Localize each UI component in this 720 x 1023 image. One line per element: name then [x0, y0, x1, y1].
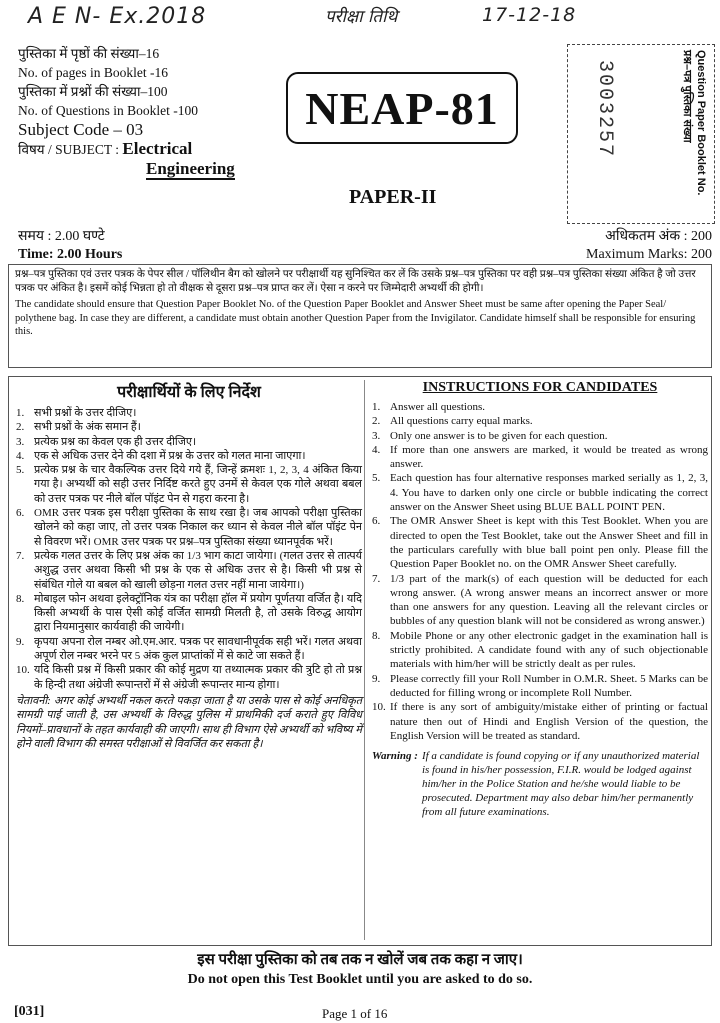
marks-hindi: अधिकतम अंक : 200: [605, 229, 712, 244]
hindi-instruction-item-number: 10.: [16, 664, 30, 677]
hindi-instruction-item-text: सभी प्रश्नों के उत्तर दीजिए।: [34, 407, 137, 419]
hindi-instruction-item: [16, 549, 362, 592]
page-number: Page 1 of 16: [322, 1006, 388, 1021]
hindi-instruction-item-text: यदि किसी प्रश्न में किसी प्रकार की कोई मुद्रण या तथ्यात्मक प्रकार की त्रुटि हो तो प्रश्न के हिन्दी तथा अंग्रेजी रूपान्तरों में से अंग्रेजी रूपान्तर मान्य होगा।: [34, 664, 362, 691]
english-instruction-item-number: 3.: [372, 429, 381, 442]
hindi-instruction-item-text: प्रत्येक गलत उत्तर के लिए प्रश्न अंक का 1/3 भाग काटा जायेगा। (गलत उत्तर से तात्पर्य अशुद्ध उत्तर अथवा किसी भी प्रश्न के एक से अधिक उत्तर से है। किसी भी प्रश्न से संबंधित गोले या बबल को खाली छोड़ना गलत उत्तर नहीं माना जायेगा।): [34, 549, 362, 591]
hindi-instruction-item-number: 4.: [16, 449, 25, 462]
marks-info: [586, 228, 712, 264]
hindi-warning: चेतावनी: अगर कोई अभ्यर्थी नकल करते पकड़ा जाता है या उसके पास से कोई अनधिकृत सामग्री पाई जाती है, उस अभ्यर्थी के विरुद्ध पुलिस में प्राथमिकी दर्ज कराते हुए विविध नियमों–प्रावधानों के तहत कार्यवाही की जाएगी। साथ ही विभाग ऐसे अभ्यर्थी को भविष्य में होने वाली विभाग की समस्त परीक्षाओं से विवर्जित कर सकता है।: [16, 694, 362, 750]
caution-box: [8, 264, 712, 368]
english-instruction-item: [372, 471, 708, 514]
subject-label: विषय / SUBJECT :: [18, 142, 120, 157]
time-info: [18, 228, 122, 264]
english-instruction-item-number: 6.: [372, 515, 381, 528]
hindi-instruction-item-number: 6.: [16, 507, 25, 520]
english-instruction-list: [372, 400, 708, 743]
english-warning-text: If a candidate is found copying or if any unauthorized material is found in his/her possession, F.I.R. would be lodged against him/her in the Police Station and he/she would liable to be prosecuted. Department may also debar him/her permanently from all future examinations.: [421, 750, 700, 819]
english-instruction-item-number: 2.: [372, 415, 381, 428]
hindi-instruction-item-text: प्रत्येक प्रश्न के चार वैकल्पिक उत्तर दिये गये हैं, जिन्हें क्रमशः 1, 2, 3, 4 अंकित किया गया है। अभ्यर्थी को सही उत्तर निर्दिष्ट करते हुए उनमें से केवल एक गोले अथवा बबल को उत्तर पत्रक पर नीले बॉल पॉइंट पेन से गहरा करना है।: [34, 464, 362, 505]
pages-english: No. of pages in Booklet -16: [18, 65, 168, 80]
hindi-instruction-item: [16, 449, 362, 463]
handwritten-date: 17-12-18: [482, 4, 577, 26]
english-instruction-item-text: All questions carry equal marks.: [390, 415, 533, 428]
pages-hindi: पुस्तिका में पृष्ठों की संख्या–16: [18, 46, 160, 61]
hindi-instruction-item-number: 9.: [16, 635, 25, 648]
handwritten-exam-name: A E N- Ex.2018: [28, 4, 207, 29]
english-instruction-item: [372, 443, 708, 472]
english-instruction-item-text: If more than one answers are marked, it would be treated as wrong answer.: [390, 443, 708, 471]
english-instruction-item-text: Please correctly fill your Roll Number in O.M.R. Sheet. 5 Marks can be deducted for filling wrong or incomplete Roll Number.: [390, 672, 708, 699]
english-instruction-item: [372, 700, 708, 743]
hindi-instruction-item: [16, 635, 362, 664]
english-instruction-item-text: Answer all questions.: [390, 401, 486, 413]
english-instructions-title: INSTRUCTIONS FOR CANDIDATES: [422, 380, 658, 395]
english-instruction-item-text: Mobile Phone or any other electronic gadget in the examination hall is strictly prohibited. A candidate found with any of such objectionable materials with him/her will be strictly dealt as per rules.: [390, 629, 708, 671]
caution-english: The candidate should ensure that Question Paper Booklet No. of the Question Paper Booklet and Answer Sheet must be same after opening the Paper Seal/ polythene bag. In case they are different, a candidate must obtain another Question Paper from the Invigilator. Candidate himself shall be responsible for ensuring this.: [15, 299, 696, 337]
hindi-instruction-item-number: 3.: [16, 435, 25, 448]
paper-label: PAPER-II: [349, 186, 437, 208]
questions-hindi: पुस्तिका में प्रश्नों की संख्या–100: [18, 84, 168, 99]
hindi-instructions: [16, 380, 362, 751]
booklet-number-label-hi: प्रश्न–पत्र पुस्तिका संख्या: [681, 50, 693, 143]
english-instruction-item-number: 8.: [372, 629, 381, 642]
hindi-instruction-item-text: प्रत्येक प्रश्न का केवल एक ही उत्तर दीजिए।: [34, 435, 197, 448]
hindi-instruction-item-text: कृपया अपना रोल नम्बर ओ.एम.आर. पत्रक पर सावधानीपूर्वक सही भरें। गलत अथवा अपूर्ण रोल नम्बर भरने पर 5 अंक कुल प्राप्तांकों में से काटे जा सकते हैं।: [34, 635, 362, 663]
english-instruction-item: [372, 514, 708, 571]
hindi-instruction-item: [16, 592, 362, 635]
english-instruction-item: [372, 414, 708, 428]
paper-code-title: NEAP-81: [286, 72, 518, 144]
hindi-instruction-item-number: 5.: [16, 464, 25, 477]
hindi-instruction-item-number: 2.: [16, 421, 25, 434]
page-code: [031]: [14, 1004, 45, 1019]
hindi-instruction-item-text: OMR उत्तर पत्रक इस परीक्षा पुस्तिका के साथ रखा है। जब आपको परीक्षा पुस्तिका खोलने को कहा जाए, तो उत्तर पत्रक निकाल कर ध्यान से केवल नीले बॉल पॉइंट पेन से विवरण भरें। OMR उत्तर पत्रक पर प्रश्न–पत्र पुस्तिका संख्या ध्यानपूर्वक भरें।: [34, 507, 362, 548]
english-instruction-item-text: If there is any sort of ambiguity/mistake either of printing or factual nature then out of Hindi and English Version of the question, the English Version will be treated as standard.: [390, 701, 708, 742]
booklet-meta: [18, 44, 235, 180]
hindi-instruction-list: [16, 406, 362, 692]
hindi-instruction-item: [16, 420, 362, 434]
hindi-instructions-title: परीक्षार्थियों के लिए निर्देश: [117, 384, 261, 401]
hindi-instruction-item: [16, 663, 362, 692]
english-instruction-item-number: 1.: [372, 401, 381, 413]
booklet-number-label: [638, 50, 708, 220]
hindi-instruction-item: [16, 463, 362, 506]
english-instruction-item-number: 5.: [372, 472, 381, 485]
hindi-instruction-item-text: सभी प्रश्नों के अंक समान हैं।: [34, 421, 141, 434]
english-instruction-item-text: Each question has four alternative responses marked serially as 1, 2, 3, 4. You have to darken only one circle or bubble indicating the correct answer on the Answer Sheet using BLUE BALL POINT PEN.: [390, 472, 708, 514]
english-instruction-item-number: 10.: [372, 701, 386, 714]
footer-hindi: इस परीक्षा पुस्तिका को तब तक न खोलें जब तक कहा न जाए।: [197, 952, 523, 968]
english-instructions: [372, 380, 708, 819]
english-instruction-item-text: 1/3 part of the mark(s) of each question will be deducted for each wrong answer. (A wrong answer means an incorrect answer or more than one answers for any question. Leaving all the relevant circles or bubbles of any question blank will not be considered as wrong answer.): [390, 572, 708, 628]
english-warning: [372, 749, 708, 819]
english-instruction-item-text: Only one answer is to be given for each question.: [390, 429, 608, 442]
english-instruction-item: [372, 572, 708, 629]
subject-code: Subject Code – 03: [18, 120, 144, 139]
marks-english: Maximum Marks: 200: [586, 247, 712, 262]
english-instruction-item: [372, 400, 708, 414]
questions-english: No. of Questions in Booklet -100: [18, 103, 198, 118]
hindi-instruction-item-number: 7.: [16, 549, 25, 562]
time-hindi: समय : 2.00 घण्टे: [18, 229, 105, 244]
time-english: Time: 2.00 Hours: [18, 247, 123, 262]
english-instruction-item: [372, 429, 708, 443]
hindi-instruction-item-number: 8.: [16, 592, 25, 605]
booklet-number-label-en: Question Paper Booklet No.: [695, 50, 707, 196]
hindi-instruction-item: [16, 506, 362, 549]
hindi-instruction-item-number: 1.: [16, 407, 25, 419]
hindi-instruction-item: [16, 406, 362, 420]
subject-line-1: Electrical: [122, 139, 193, 158]
english-warning-label: Warning :: [372, 750, 418, 763]
english-instruction-item-number: 4.: [372, 443, 381, 456]
caution-hindi: प्रश्न–पत्र पुस्तिका एवं उत्तर पत्रक के पेपर सील / पॉलिथीन बैग को खोलने पर परीक्षार्थी यह सुनिश्चित कर लें कि उसके प्रश्न–पत्र पुस्तिका पर वही प्रश्न–पत्र पुस्तिका संख्या अंकित है जो उत्तर पत्रक पर अंकित है। इसमें कोई भिन्नता हो तो वीक्षक से दूसरा प्रश्न–पत्र प्राप्त कर लें। ऐसा न करने पर जिम्मेदारी अभ्यर्थी की होगी।: [15, 269, 696, 294]
english-instruction-item-text: The OMR Answer Sheet is kept with this Test Booklet. When you are directed to open the Test Booklet, take out the Answer Sheet and fill in the particulars carefully with blue ball point pen only. Please fill the Question Paper Booklet no. on the OMR Answer Sheet carefully.: [390, 515, 708, 571]
english-instruction-item: [372, 672, 708, 701]
english-instruction-item: [372, 629, 708, 672]
footer-english: Do not open this Test Booklet until you are asked to do so.: [187, 972, 533, 987]
subject-line-2: Engineering: [146, 159, 235, 178]
column-divider: [364, 380, 365, 940]
hindi-instruction-item: [16, 435, 362, 449]
english-instruction-item-number: 9.: [372, 672, 381, 685]
english-instruction-item-number: 7.: [372, 572, 381, 585]
hindi-instruction-item-text: मोबाइल फोन अथवा इलेक्ट्रॉनिक यंत्र का परीक्षा हॉल में प्रयोग पूर्णतया वर्जित है। यदि किसी अभ्यर्थी के पास ऐसी कोई वर्जित सामग्री मिलती है, तो उसके विरुद्ध आयोग द्वारा नियमानुसार कार्यवाही की जायेगी।: [34, 592, 362, 634]
booklet-serial-number: 3003257: [593, 60, 616, 159]
hindi-instruction-item-text: एक से अधिक उत्तर देने की दशा में प्रश्न के उत्तर को गलत माना जाएगा।: [34, 449, 306, 462]
handwritten-date-label: परीक्षा तिथि: [325, 7, 398, 27]
